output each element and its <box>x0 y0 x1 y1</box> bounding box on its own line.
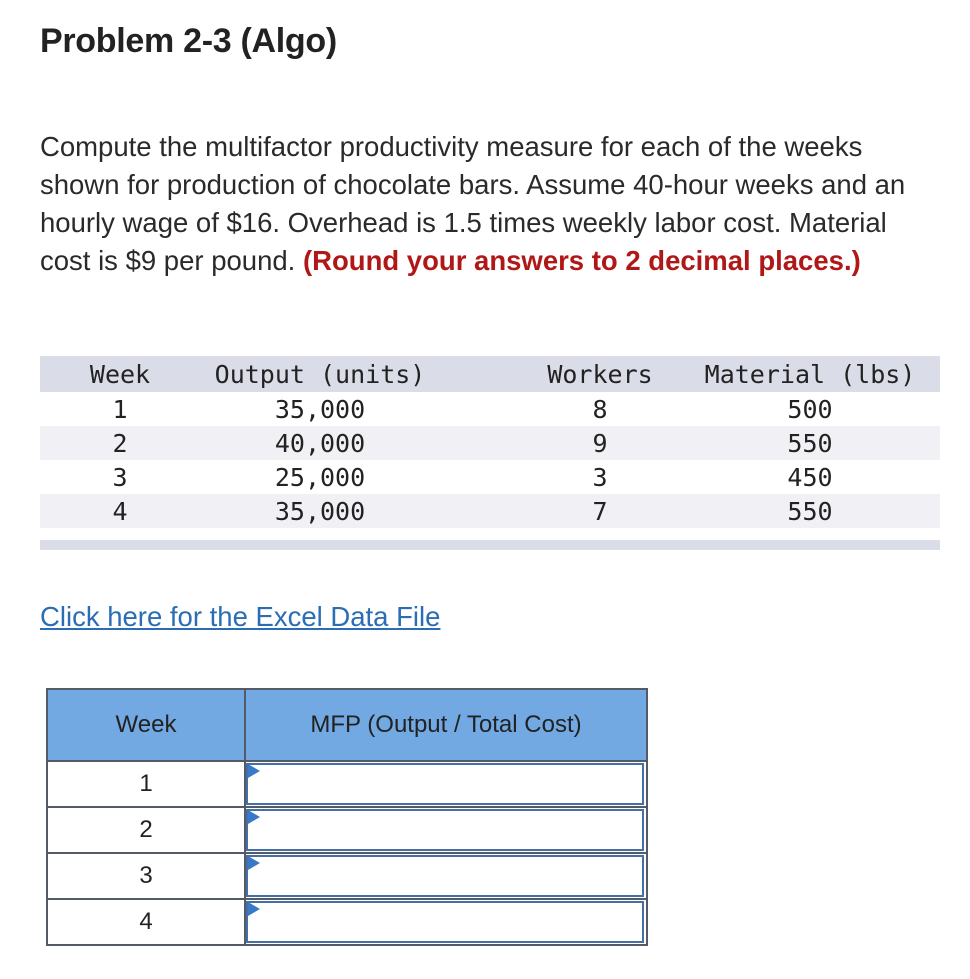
cell-week: 3 <box>40 460 200 494</box>
cell-material: 550 <box>680 426 940 460</box>
input-flag-icon <box>248 902 260 916</box>
answer-cell <box>245 761 647 807</box>
answer-row <box>47 899 647 945</box>
input-flag-icon <box>248 764 260 778</box>
header-workers: Workers <box>520 356 680 392</box>
header-spacer <box>440 356 520 392</box>
cell-workers: 3 <box>520 460 680 494</box>
input-flag-icon <box>248 810 260 824</box>
header-output: Output (units) <box>200 356 440 392</box>
cell-output: 25,000 <box>200 460 440 494</box>
answer-cell <box>245 899 647 945</box>
answer-row <box>47 853 647 899</box>
cell-week: 4 <box>40 494 200 528</box>
cell-workers: 8 <box>520 392 680 426</box>
header-material: Material (lbs) <box>680 356 940 392</box>
cell-output: 35,000 <box>200 392 440 426</box>
table-row <box>40 392 940 426</box>
answer-week: 1 <box>47 761 245 807</box>
mfp-input-week-4[interactable] <box>246 901 644 943</box>
cell-material: 450 <box>680 460 940 494</box>
table-bottom-rule <box>40 540 940 550</box>
answer-week: 3 <box>47 853 245 899</box>
cell-output: 35,000 <box>200 494 440 528</box>
rounding-hint: (Round your answers to 2 decimal places.) <box>302 245 861 276</box>
answer-row <box>47 807 647 853</box>
cell-week: 1 <box>40 392 200 426</box>
prompt-text: Compute the multifactor productivity measure for each of the weeks shown for production of chocolate bars. Assume 40-hour weeks and an hourly wage of $16. Overhead is 1.5 times weekly labor cost. Material cost is $9 per pound. <box>40 131 906 276</box>
table-row <box>40 494 940 528</box>
mfp-input-week-1[interactable] <box>246 763 644 805</box>
answer-row <box>47 761 647 807</box>
cell-week: 2 <box>40 426 200 460</box>
answer-header-mfp: MFP (Output / Total Cost) <box>245 689 647 761</box>
cell-spacer <box>440 460 520 494</box>
cell-workers: 7 <box>520 494 680 528</box>
problem-prompt <box>40 128 940 280</box>
input-flag-icon <box>248 856 260 870</box>
answer-header-row <box>47 689 647 761</box>
answer-table <box>46 688 648 946</box>
cell-material: 500 <box>680 392 940 426</box>
mfp-input-week-3[interactable] <box>246 855 644 897</box>
cell-workers: 9 <box>520 426 680 460</box>
answer-week: 4 <box>47 899 245 945</box>
data-table-header-row <box>40 356 940 392</box>
answer-header-week: Week <box>47 689 245 761</box>
cell-spacer <box>440 392 520 426</box>
cell-output: 40,000 <box>200 426 440 460</box>
page-title: Problem 2-3 (Algo) <box>40 22 337 60</box>
table-row <box>40 426 940 460</box>
data-table <box>40 356 940 528</box>
answer-week: 2 <box>47 807 245 853</box>
header-week: Week <box>40 356 200 392</box>
cell-spacer <box>440 494 520 528</box>
cell-spacer <box>440 426 520 460</box>
excel-data-file-link[interactable]: Click here for the Excel Data File <box>40 601 441 632</box>
mfp-input-week-2[interactable] <box>246 809 644 851</box>
answer-cell <box>245 853 647 899</box>
table-row <box>40 460 940 494</box>
cell-material: 550 <box>680 494 940 528</box>
answer-cell <box>245 807 647 853</box>
